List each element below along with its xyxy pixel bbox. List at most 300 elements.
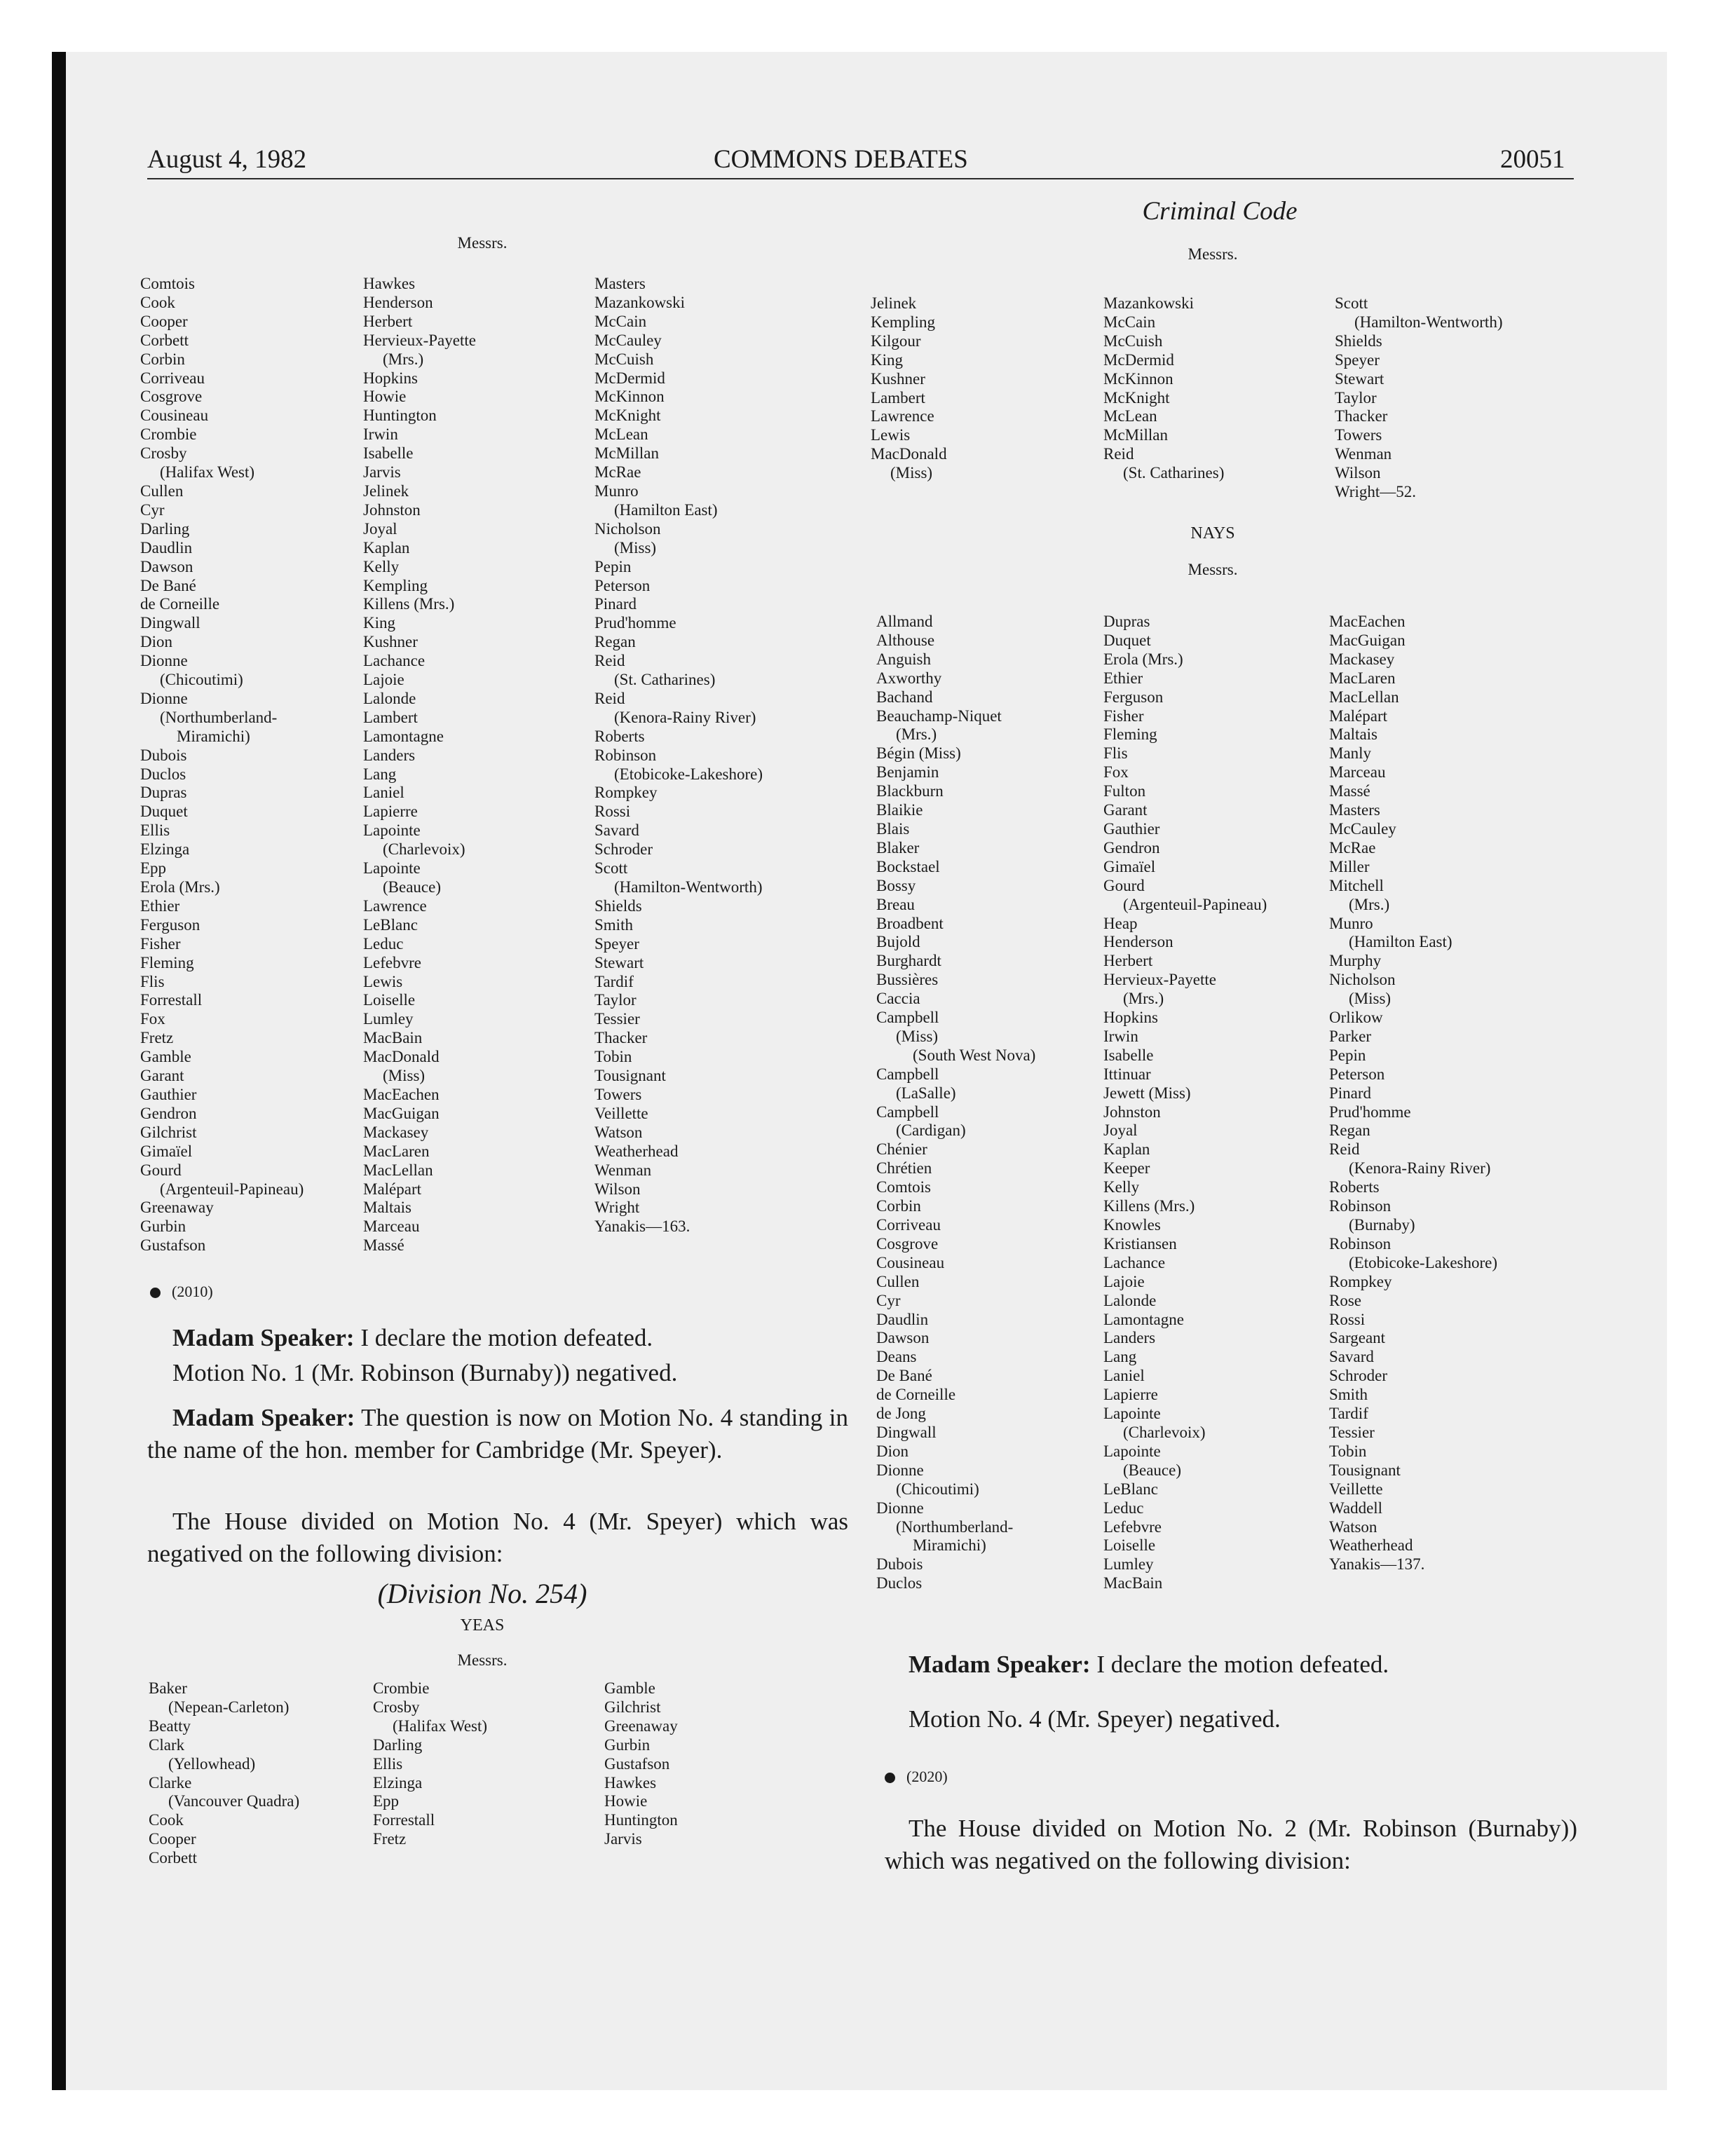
member-name: Kristiansen	[1103, 1234, 1177, 1253]
member-name: Tardif	[1329, 1405, 1368, 1423]
member-name: Bussières	[876, 971, 939, 989]
member-name: Lewis	[871, 426, 911, 444]
member-name: Veillette	[1329, 1480, 1383, 1498]
member-name: Wright—52.	[1335, 483, 1416, 501]
member-name: McCain	[594, 312, 647, 330]
member-name: Leduc	[1103, 1499, 1144, 1517]
member-name: Kempling	[363, 576, 428, 594]
member-name: Lewis	[363, 972, 403, 990]
member-name: Cullen	[140, 482, 184, 500]
member-name: McDermid	[594, 369, 665, 387]
member-name: Corbett	[149, 1849, 197, 1867]
member-name: Epp	[373, 1792, 400, 1810]
member-name: Comtois	[140, 275, 195, 292]
member-name: Gendron	[1103, 838, 1160, 857]
motion-4-result: Motion No. 4 (Mr. Speyer) negatived.	[909, 1705, 1281, 1733]
member-name: Johnston	[1103, 1103, 1161, 1121]
member-name: Chénier	[876, 1140, 927, 1159]
member-name: Bossy	[876, 876, 916, 894]
member-name: McKinnon	[1103, 369, 1173, 388]
member-name: Heap	[1103, 914, 1138, 932]
member-name: Greenaway	[604, 1717, 678, 1735]
member-name: Lapointe	[1103, 1442, 1161, 1460]
member-name: Gauthier	[140, 1085, 197, 1103]
member-name: Gamble	[140, 1048, 191, 1066]
member-name: Smith	[594, 915, 633, 934]
member-name: Blackburn	[876, 782, 944, 800]
member-name: Clark	[149, 1735, 185, 1754]
member-name: Savard	[1329, 1348, 1374, 1366]
member-name: Towers	[1335, 426, 1382, 444]
member-name: Knowles	[1103, 1216, 1161, 1234]
member-name: Elzinga	[140, 840, 190, 859]
member-name: Campbell	[876, 1065, 939, 1083]
member-name: Roberts	[1329, 1178, 1380, 1196]
member-name: Pepin	[1329, 1046, 1366, 1064]
division-title: (Division No. 254)	[377, 1578, 587, 1609]
member-name: Veillette	[594, 1104, 648, 1122]
member-name: Forrestall	[373, 1811, 435, 1829]
member-name: Mitchell	[1329, 876, 1384, 894]
member-name: Cooper	[149, 1830, 196, 1848]
member-name: Dionne	[876, 1461, 924, 1479]
member-name: Gimaïel	[140, 1142, 193, 1160]
constituency-line: (Kenora-Rainy River)	[614, 708, 756, 726]
member-name: Joyal	[1103, 1121, 1138, 1140]
speaker-label: Madam Speaker:	[909, 1651, 1091, 1678]
member-name: Crosby	[140, 444, 187, 463]
constituency-line: (Northumberland-	[896, 1517, 1014, 1536]
member-name: Ethier	[140, 896, 180, 915]
member-name: Lajoie	[363, 671, 404, 689]
member-name: Kelly	[1103, 1178, 1140, 1196]
member-name: McMillan	[594, 444, 659, 463]
member-name: Massé	[363, 1236, 404, 1255]
member-name: Elzinga	[373, 1773, 423, 1792]
member-name: Henderson	[363, 293, 433, 311]
constituency-line: (Nepean-Carleton)	[168, 1698, 290, 1716]
member-name: Cooper	[140, 312, 188, 330]
member-name: Leduc	[363, 934, 404, 953]
yeas-col3	[604, 1679, 678, 1849]
bullet-icon	[150, 1288, 161, 1298]
member-name: MacLaren	[1329, 669, 1396, 687]
constituency-line: (Northumberland-	[160, 708, 278, 726]
constituency-line: (Argenteuil-Papineau)	[160, 1180, 304, 1198]
member-name: Allmand	[876, 613, 933, 630]
constituency-line: (Hamilton East)	[614, 500, 718, 519]
member-name: Gilchrist	[604, 1698, 661, 1716]
member-name: Isabelle	[1103, 1046, 1154, 1064]
member-name: Darling	[140, 519, 190, 538]
member-name: Darling	[373, 1735, 423, 1754]
member-name: Marceau	[363, 1217, 420, 1236]
member-name: MacLellan	[363, 1161, 433, 1179]
member-name: Lapointe	[363, 821, 421, 840]
speaker-label: Madam Speaker:	[172, 1404, 355, 1431]
member-name: de Corneille	[140, 595, 220, 613]
member-name: Flis	[1103, 744, 1128, 763]
member-name: Reid	[1103, 445, 1134, 463]
member-name: Johnston	[363, 500, 421, 519]
member-name: McCain	[1103, 313, 1156, 331]
member-name: Laniel	[1103, 1367, 1145, 1385]
member-name: Blaker	[876, 838, 920, 857]
member-name: Kilgour	[871, 332, 921, 350]
member-name: Ellis	[373, 1754, 403, 1773]
member-name: Maltais	[363, 1199, 411, 1217]
member-name: Mazankowski	[594, 293, 686, 311]
member-name: Erola (Mrs.)	[1103, 650, 1183, 668]
member-name: Killens (Mrs.)	[1103, 1197, 1195, 1215]
member-name: Isabelle	[363, 444, 414, 463]
speaker-label: Madam Speaker:	[172, 1324, 355, 1351]
member-name: Lapierre	[363, 803, 418, 821]
member-name: Marceau	[1329, 763, 1386, 782]
member-name: Gauthier	[1103, 819, 1160, 838]
member-name: Scott	[594, 859, 628, 878]
constituency-line: (Chicoutimi)	[896, 1480, 979, 1498]
constituency-line: (LaSalle)	[896, 1084, 956, 1102]
member-name: Stewart	[1335, 369, 1384, 388]
nays-col3	[1329, 613, 1497, 1574]
member-name: McLean	[594, 425, 648, 444]
member-name: Manly	[1329, 744, 1372, 763]
member-name: Lang	[363, 765, 397, 783]
member-name: Howie	[604, 1792, 648, 1810]
member-name: Tessier	[594, 1010, 640, 1028]
member-name: Hawkes	[363, 275, 416, 292]
member-name: Dionne	[140, 689, 188, 707]
member-name: Althouse	[876, 631, 935, 649]
member-name: Hopkins	[363, 369, 418, 387]
member-name: Peterson	[1329, 1065, 1385, 1083]
constituency-line: Miramichi)	[177, 727, 250, 745]
member-name: Corriveau	[876, 1216, 941, 1234]
messrs-label: Messrs.	[1188, 245, 1238, 263]
constituency-line: Miramichi)	[913, 1536, 986, 1555]
member-name: Gurbin	[140, 1217, 186, 1236]
member-name: LeBlanc	[1103, 1480, 1158, 1498]
marker-text: (2010)	[172, 1283, 213, 1300]
constituency-line: (Beauce)	[1123, 1461, 1181, 1479]
section-title: Criminal Code	[1142, 197, 1298, 226]
member-name: de Jong	[876, 1405, 926, 1423]
nays-col2	[1103, 613, 1267, 1593]
member-name: Garant	[140, 1067, 184, 1085]
constituency-line: (Etobicoke-Lakeshore)	[614, 765, 763, 783]
member-name: MacEachen	[363, 1085, 440, 1103]
constituency-line: (Beauce)	[383, 878, 441, 896]
member-name: Watson	[1329, 1517, 1377, 1536]
member-name: Tessier	[1329, 1423, 1375, 1441]
member-name: Yanakis—137.	[1329, 1555, 1425, 1574]
member-name: Lapointe	[1103, 1405, 1161, 1423]
member-name: Gurbin	[604, 1735, 651, 1754]
member-name: Herbert	[1103, 952, 1153, 970]
member-name: Shields	[1335, 332, 1382, 350]
member-name: Dawson	[140, 557, 193, 575]
member-name: Forrestall	[140, 991, 203, 1009]
member-name: Huntington	[363, 407, 437, 425]
member-name: MacBain	[1103, 1574, 1163, 1592]
member-name: Duclos	[140, 765, 186, 783]
member-name: Robinson	[594, 746, 657, 764]
member-name: Ferguson	[1103, 688, 1164, 706]
member-name: Roberts	[594, 727, 645, 745]
member-name: Campbell	[876, 1009, 939, 1027]
member-name: Towers	[594, 1085, 642, 1103]
constituency-line: (Mrs.)	[1349, 895, 1390, 913]
member-name: Dingwall	[140, 614, 200, 632]
member-name: Baker	[149, 1679, 187, 1697]
member-name: Caccia	[876, 990, 920, 1008]
member-name: Loiselle	[1103, 1536, 1156, 1555]
member-name: Beatty	[149, 1717, 191, 1735]
member-name: de Corneille	[876, 1386, 956, 1404]
member-name: Erola (Mrs.)	[140, 878, 220, 896]
member-name: Ellis	[140, 821, 170, 840]
member-name: Kushner	[363, 633, 418, 651]
member-name: Pinard	[1329, 1084, 1372, 1102]
member-name: Regan	[1329, 1121, 1370, 1140]
member-name: Corbin	[876, 1197, 921, 1215]
member-name: Waddell	[1329, 1499, 1383, 1517]
member-name: MacEachen	[1329, 613, 1406, 630]
member-name: MacLellan	[1329, 688, 1399, 706]
member-name: Peterson	[594, 576, 651, 594]
member-name: Mackasey	[1329, 650, 1395, 668]
constituency-line: (St. Catharines)	[1123, 464, 1225, 482]
member-name: Cullen	[876, 1272, 920, 1290]
header-page-number: 20051	[1500, 145, 1565, 174]
member-name: Schroder	[594, 840, 653, 859]
header-title: COMMONS DEBATES	[714, 145, 968, 174]
member-name: Burghardt	[876, 952, 941, 970]
member-name: McLean	[1103, 407, 1157, 425]
member-name: Irwin	[1103, 1027, 1138, 1045]
member-name: Gimaïel	[1103, 857, 1156, 875]
member-name: Kempling	[871, 313, 935, 331]
speaker-text: The question is now on Motion No. 4 standing in the name of the hon. member for Cambridge (Mr. Speyer).	[147, 1404, 848, 1464]
member-name: Cook	[149, 1811, 184, 1829]
member-name: Wenman	[1335, 445, 1392, 463]
member-name: MacDonald	[871, 445, 947, 463]
member-name: Hervieux-Payette	[363, 331, 476, 349]
member-name: Schroder	[1329, 1367, 1388, 1385]
member-name: Cosgrove	[876, 1234, 939, 1253]
member-name: Massé	[1329, 782, 1370, 800]
header-rule	[147, 178, 1574, 179]
marker-2020	[885, 1768, 948, 1786]
member-name: Keeper	[1103, 1159, 1150, 1178]
member-name: Cyr	[876, 1291, 901, 1309]
bullet-icon	[885, 1773, 895, 1783]
member-name: Deans	[876, 1348, 917, 1366]
member-name: Gourd	[1103, 876, 1145, 894]
member-name: Gendron	[140, 1104, 197, 1122]
member-name: Lefebvre	[1103, 1517, 1162, 1536]
member-name: Corriveau	[140, 369, 205, 387]
member-name: Masters	[1329, 801, 1380, 819]
member-name: Wilson	[1335, 464, 1381, 482]
member-name: Howie	[363, 388, 407, 406]
member-name: Huntington	[604, 1811, 678, 1829]
constituency-line: (Miss)	[1349, 990, 1392, 1008]
member-name: Dubois	[876, 1555, 923, 1574]
member-name: Wenman	[594, 1161, 652, 1179]
member-name: Lang	[1103, 1348, 1137, 1366]
constituency-line: (Chicoutimi)	[160, 671, 243, 689]
member-name: Duquet	[140, 803, 188, 821]
member-name: Cosgrove	[140, 388, 203, 406]
member-name: Anguish	[876, 650, 931, 668]
member-name: Speyer	[594, 934, 639, 953]
member-name: Herbert	[363, 312, 413, 330]
member-name: Fox	[140, 1010, 165, 1028]
member-name: Jarvis	[363, 463, 401, 482]
member-name: Lalonde	[363, 689, 416, 707]
constituency-line: (Halifax West)	[393, 1717, 488, 1735]
member-name: Kushner	[871, 369, 925, 388]
member-name: De Bané	[876, 1367, 932, 1385]
member-name: Munro	[1329, 914, 1373, 932]
name-list-col1	[140, 275, 304, 1255]
member-name: Dupras	[1103, 613, 1150, 630]
member-name: Fretz	[140, 1029, 174, 1047]
member-name: Robinson	[1329, 1197, 1392, 1215]
member-name: Bujold	[876, 933, 920, 951]
constituency-line: (Miss)	[896, 1027, 939, 1045]
member-name: Taylor	[1335, 388, 1377, 407]
member-name: Mazankowski	[1103, 294, 1195, 312]
constituency-line: (Cardigan)	[896, 1121, 966, 1140]
member-name: Fleming	[1103, 725, 1157, 744]
member-name: LeBlanc	[363, 915, 418, 934]
member-name: Regan	[594, 633, 636, 651]
member-name: Crombie	[373, 1679, 430, 1697]
member-name: McRae	[1329, 838, 1376, 857]
member-name: Lapointe	[363, 859, 421, 878]
member-name: Hawkes	[604, 1773, 657, 1792]
constituency-line: (Mrs.)	[1123, 990, 1164, 1008]
member-name: Rompkey	[1329, 1272, 1392, 1290]
marker-text: (2020)	[906, 1768, 948, 1785]
member-name: Hopkins	[1103, 1009, 1158, 1027]
member-name: Bégin (Miss)	[876, 744, 961, 763]
constituency-line: (Kenora-Rainy River)	[1349, 1159, 1491, 1178]
member-name: McRae	[594, 463, 641, 482]
member-name: Ferguson	[140, 915, 200, 934]
member-name: Dionne	[140, 652, 188, 670]
member-name: Parker	[1329, 1027, 1372, 1045]
member-name: McDermid	[1103, 350, 1174, 369]
member-name: Lumley	[363, 1010, 414, 1028]
yeas-continued-col2	[1103, 294, 1224, 483]
member-name: Weatherhead	[594, 1142, 679, 1160]
member-name: Cook	[140, 293, 175, 311]
member-name: Corbin	[140, 350, 185, 368]
member-name: McCuish	[1103, 332, 1163, 350]
member-name: Tousignant	[1329, 1461, 1401, 1479]
member-name: Rompkey	[594, 784, 658, 802]
yeas-col2	[373, 1679, 487, 1849]
member-name: Crombie	[140, 425, 197, 444]
member-name: Landers	[363, 746, 416, 764]
member-name: Malépart	[363, 1180, 422, 1198]
member-name: Gustafson	[140, 1236, 206, 1255]
member-name: Lambert	[871, 388, 925, 407]
member-name: Lachance	[363, 652, 426, 670]
member-name: Duclos	[876, 1574, 923, 1592]
member-name: MacDonald	[363, 1048, 440, 1066]
member-name: Tobin	[1329, 1442, 1367, 1460]
member-name: Lefebvre	[363, 953, 421, 971]
member-name: McCauley	[1329, 819, 1396, 838]
member-name: Lawrence	[871, 407, 934, 425]
member-name: Sargeant	[1329, 1329, 1386, 1347]
member-name: Lamontagne	[1103, 1310, 1184, 1328]
member-name: Cousineau	[876, 1253, 945, 1271]
member-name: Fisher	[1103, 707, 1144, 725]
nays-col1	[876, 613, 1035, 1593]
marker-2010	[150, 1283, 213, 1301]
member-name: Jewett (Miss)	[1103, 1084, 1191, 1102]
member-name: King	[363, 614, 395, 632]
nays-label: NAYS	[1190, 524, 1235, 543]
member-name: McKnight	[594, 407, 661, 425]
member-name: Corbett	[140, 331, 189, 349]
member-name: Blaikie	[876, 801, 923, 819]
member-name: Lambert	[363, 708, 418, 726]
house-divided-motion-4: The House divided on Motion No. 4 (Mr. Speyer) which was negatived on the following division:	[147, 1508, 848, 1567]
member-name: Benjamin	[876, 763, 939, 782]
member-name: Reid	[594, 689, 625, 707]
constituency-line: (Hamilton-Wentworth)	[614, 878, 763, 896]
member-name: Pepin	[594, 557, 632, 575]
member-name: King	[871, 350, 903, 369]
member-name: Malépart	[1329, 707, 1388, 725]
member-name: Prud'homme	[1329, 1103, 1411, 1121]
member-name: Rossi	[1329, 1310, 1366, 1328]
member-name: Gustafson	[604, 1754, 670, 1773]
member-name: Kelly	[363, 557, 400, 575]
member-name: MacGuigan	[363, 1104, 440, 1122]
member-name: Blais	[876, 819, 910, 838]
member-name: Fisher	[140, 934, 181, 953]
member-name: Axworthy	[876, 669, 942, 687]
member-name: Duquet	[1103, 631, 1151, 649]
member-name: Prud'homme	[594, 614, 676, 632]
member-name: Flis	[140, 972, 165, 990]
member-name: Fulton	[1103, 782, 1146, 800]
constituency-line: (Hamilton East)	[1349, 933, 1452, 951]
member-name: Maltais	[1329, 725, 1377, 744]
member-name: Weatherhead	[1329, 1536, 1413, 1555]
constituency-line: (Miss)	[890, 464, 933, 482]
member-name: Mackasey	[363, 1123, 429, 1141]
member-name: Speyer	[1335, 350, 1380, 369]
member-name: Rose	[1329, 1291, 1361, 1309]
member-name: Masters	[594, 275, 646, 292]
member-name: Kaplan	[363, 538, 410, 557]
member-name: Lapierre	[1103, 1386, 1158, 1404]
member-name: Watson	[594, 1123, 643, 1141]
member-name: Dion	[140, 633, 172, 651]
speaker-text: I declare the motion defeated.	[1090, 1651, 1389, 1678]
member-name: Dion	[876, 1442, 909, 1460]
yeas-continued-col1	[871, 294, 947, 483]
